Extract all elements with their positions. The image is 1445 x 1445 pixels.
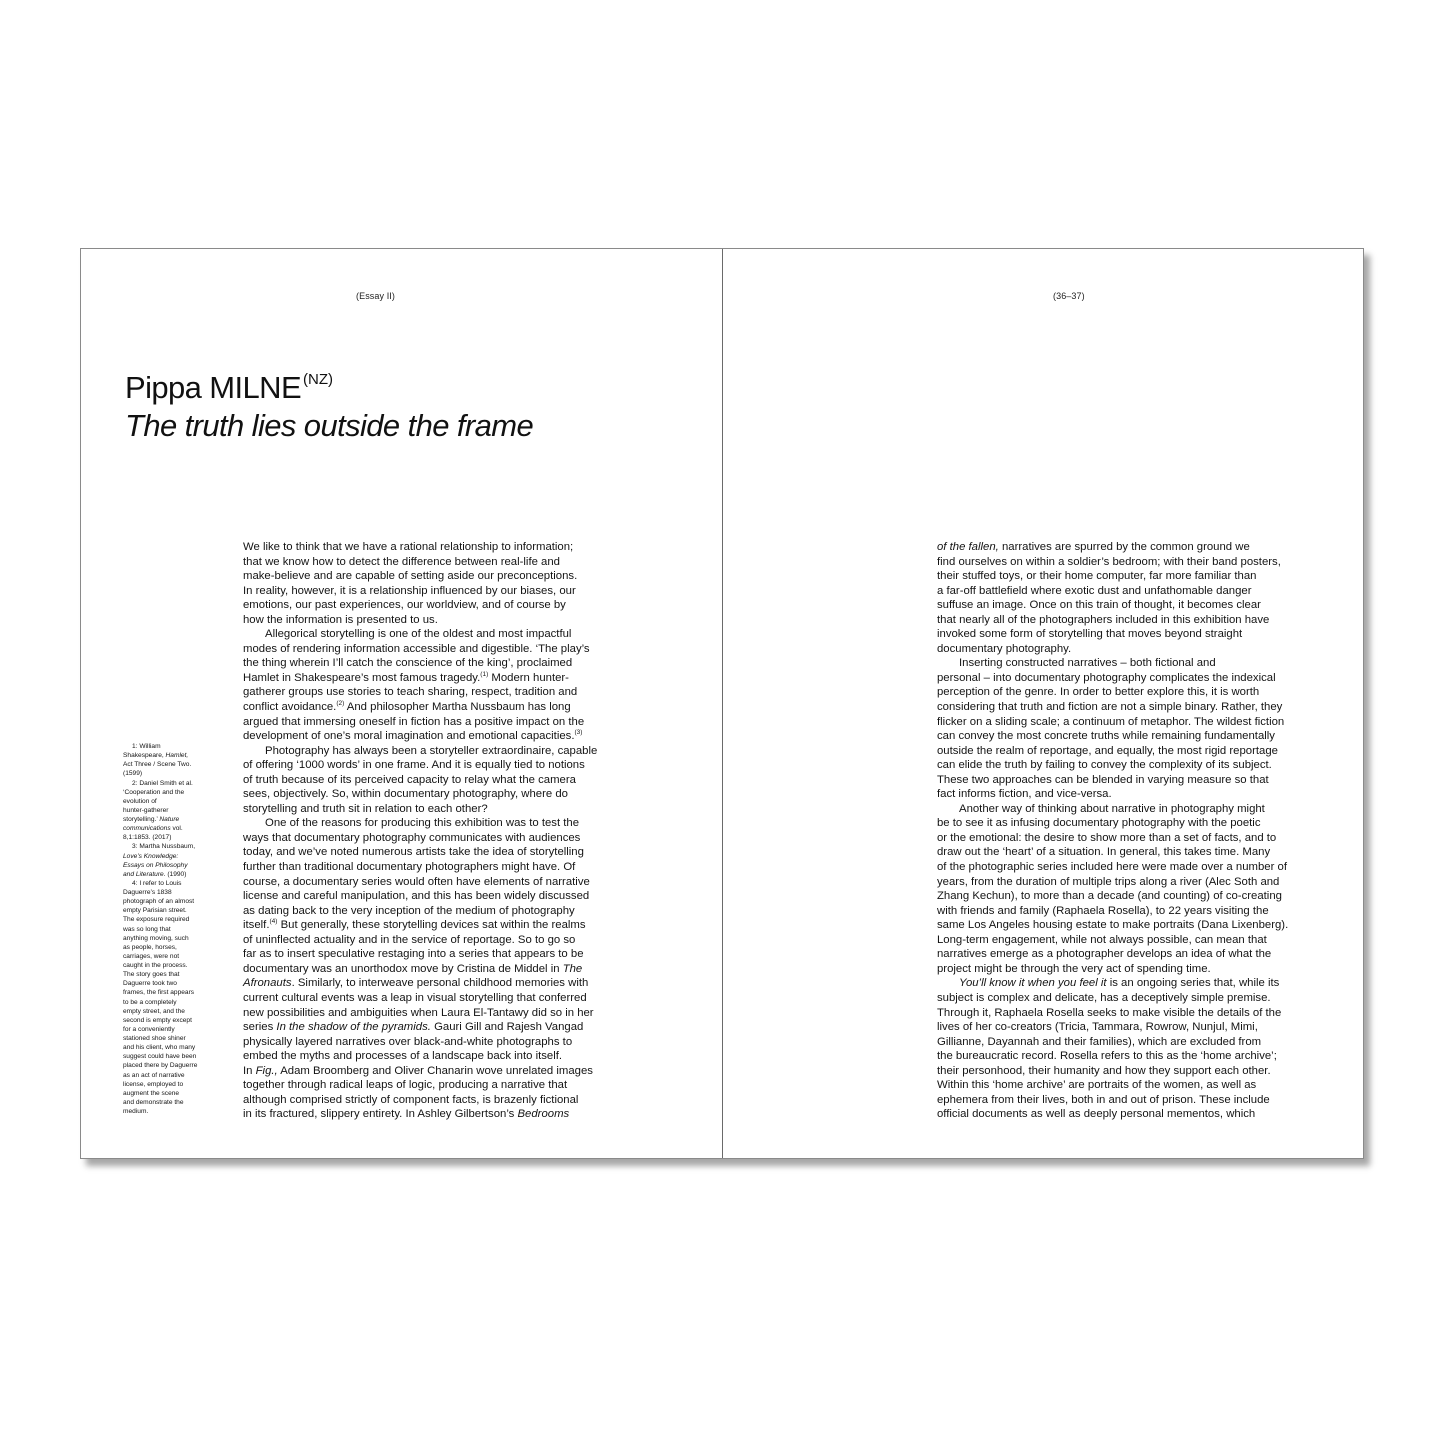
text-run: subject is complex and delicate, has a deceptively simple premise.: [937, 991, 1271, 1004]
text-run: with friends and family (Raphaela Rosella), to 22 years visiting the: [937, 904, 1269, 917]
text-run: Fig.,: [255, 1064, 278, 1077]
text-run: although comprised strictly of component facts, is brazenly fictional: [243, 1093, 579, 1106]
text-run: One of the reasons for producing this exhibition was to test the: [265, 817, 580, 830]
body-text-line: [243, 860, 638, 875]
text-run: narratives are spurred by the common ground we: [998, 541, 1250, 553]
text-run: or the emotional: the desire to show more than a set of facts, and to: [937, 831, 1277, 844]
text-run: The story goes that: [123, 971, 180, 979]
footnote-line: [123, 897, 215, 906]
text-run: the bureaucratic record. Rosella refers to this as the ‘home archive’;: [937, 1050, 1277, 1063]
text-run: as an act of narrative: [123, 1071, 185, 1079]
body-text-line: [937, 875, 1332, 890]
text-run: and his client, who many: [123, 1044, 196, 1052]
body-text-line: [243, 875, 638, 890]
body-text-line: [243, 758, 638, 773]
body-text-line: [243, 584, 638, 599]
text-run: documentary photography.: [937, 642, 1072, 655]
text-run: Daguerre’s 1838: [123, 889, 172, 896]
text-run: emotions, our past experiences, our worldview, and of course by: [243, 599, 566, 612]
footnote-ref: (3): [574, 729, 583, 737]
footnote-line: [123, 979, 215, 988]
footnote-line: [123, 788, 215, 797]
text-run: . Similarly, to interweave personal childhood memories with: [291, 977, 589, 990]
body-text-line: [937, 947, 1332, 962]
footnote-line: [123, 797, 215, 806]
text-run: We like to think that we have a rational relationship to information;: [243, 541, 574, 553]
essay-title-block: [125, 361, 685, 445]
footnote-line: [123, 815, 215, 824]
body-text-line: [937, 1035, 1332, 1050]
text-run: medium.: [123, 1108, 149, 1115]
text-run: Zhang Kechun), to more than a decade (and counting) of co-creating: [937, 890, 1282, 903]
text-run: Another way of thinking about narrative in photography might: [959, 802, 1265, 815]
footnote-line: [123, 769, 215, 778]
running-head-right: (36–37): [1053, 291, 1085, 301]
body-column-left: [243, 540, 638, 1122]
text-run: photograph of an almost: [123, 898, 195, 906]
text-run: 3: Martha Nussbaum,: [132, 843, 196, 851]
text-run: as people, horses,: [123, 943, 177, 951]
essay-title: The truth lies outside the frame: [125, 408, 534, 443]
body-text-line: [243, 700, 638, 715]
text-run: storytelling and truth sit in relation to each other?: [243, 802, 488, 815]
body-text-line: [937, 1107, 1332, 1122]
body-text-line: [937, 729, 1332, 744]
text-run: ‘Cooperation and the: [123, 788, 185, 796]
text-run: Within this ‘home archive’ are portraits of the women, as well as: [937, 1079, 1257, 1092]
body-text-line: [937, 845, 1332, 860]
body-text-line: [937, 787, 1332, 802]
footnote-line: [123, 1016, 215, 1025]
body-text-line: [937, 802, 1332, 817]
text-run: Hamlet in Shakespeare’s most famous tragedy.: [243, 671, 481, 684]
text-run: sees, objectively. So, within documentary photography, where do: [243, 788, 568, 801]
text-run: find ourselves on within a soldier’s bedroom; with their band posters,: [937, 555, 1281, 568]
text-run: embed the myths and processes of a landscape back into itself.: [243, 1050, 563, 1063]
text-run: considering that truth and fiction are not a simple binary. Rather, they: [937, 701, 1283, 714]
text-run: can elide the truth by failing to convey the complexity of its subject.: [937, 759, 1272, 772]
body-text-line: [243, 627, 638, 642]
text-run: together through radical leaps of logic, producing a narrative that: [243, 1079, 568, 1092]
text-run: augment the scene: [123, 1089, 180, 1097]
text-run: the thing wherein I’ll catch the conscience of the king’, proclaimed: [243, 657, 573, 670]
body-text-line: [937, 831, 1332, 846]
footnote-ref: (4): [269, 918, 278, 926]
body-text-line: [243, 1035, 638, 1050]
body-text-line: [243, 947, 638, 962]
body-text-line: [937, 627, 1332, 642]
text-run: And philosopher Martha Nussbaum has long: [344, 701, 571, 714]
footnote-line: [123, 824, 215, 833]
footnote-line: [123, 779, 215, 788]
text-run: suffuse an image. Once on this train of thought, it becomes clear: [937, 599, 1261, 612]
body-text-line: [243, 831, 638, 846]
text-run: anything moving, such: [123, 934, 189, 942]
footnote-line: [123, 934, 215, 943]
footnote-line: [123, 915, 215, 924]
body-text-line: [243, 904, 638, 919]
text-run: be to see it as infusing documentary photography with the poetic: [937, 817, 1261, 830]
body-text-line: [937, 933, 1332, 948]
body-text-line: [243, 816, 638, 831]
body-text-line: [937, 700, 1332, 715]
text-run: Nature: [159, 816, 180, 823]
footnote-ref: (2): [336, 700, 345, 708]
text-run: project might be through the very act of spending time.: [937, 962, 1211, 975]
text-run: perception of the genre. In order to better explore this, it is worth: [937, 686, 1260, 699]
body-text-line: [937, 1093, 1332, 1108]
body-text-line: [243, 918, 638, 933]
footnote-line: [123, 888, 215, 897]
body-text-line: [243, 991, 638, 1006]
body-text-line: [937, 1078, 1332, 1093]
text-run: course, a documentary series would often have elements of narrative: [243, 875, 590, 888]
body-text-line: [937, 715, 1332, 730]
footnote-line: [123, 879, 215, 888]
text-run: Gauri Gill and Rajesh Vangad: [430, 1021, 584, 1034]
body-text-line: [243, 1020, 638, 1035]
footnote-line: [123, 806, 215, 815]
footnote-line: [123, 925, 215, 934]
body-text-line: [243, 540, 638, 555]
body-text-line: [243, 845, 638, 860]
body-text-line: [937, 569, 1332, 584]
text-run: license, employed to: [123, 1080, 184, 1088]
footnote-line: [123, 1061, 215, 1070]
text-run: and demonstrate the: [123, 1098, 184, 1106]
text-run: as dating back to the very inception of the medium of photography: [243, 904, 575, 917]
body-text-line: [243, 598, 638, 613]
footnote-line: [123, 1025, 215, 1034]
text-run: suggest could have been: [123, 1053, 197, 1061]
text-run: second is empty except: [123, 1016, 192, 1024]
body-text-line: [243, 744, 638, 759]
text-run: Adam Broomberg and Oliver Chanarin wove unrelated images: [277, 1064, 593, 1077]
body-text-line: [937, 918, 1332, 933]
text-run: is an ongoing series that, while its: [1106, 977, 1280, 990]
body-text-line: [937, 744, 1332, 759]
body-text-line: [243, 656, 638, 671]
text-run: 4: I refer to Louis: [132, 879, 182, 887]
text-run: official documents as well as deeply personal mementos, which: [937, 1108, 1256, 1121]
text-run: same Los Angeles housing estate to make portraits (Dana Lixenberg).: [937, 919, 1289, 932]
text-run: These two approaches can be blended in varying measure so that: [937, 773, 1269, 786]
text-run: Hamlet,: [165, 752, 189, 760]
body-text-line: [937, 758, 1332, 773]
text-run: empty Parisian street.: [123, 907, 187, 915]
text-run: series: [243, 1021, 277, 1034]
text-run: Through it, Raphaela Rosella seeks to make visible the details of the: [937, 1006, 1282, 1019]
text-run: empty street, and the: [123, 1007, 185, 1015]
footnote-line: [123, 1034, 215, 1043]
text-run: lives of her co-creators (Tricia, Tammara, Rowrow, Nunjul, Mimi,: [937, 1021, 1258, 1034]
author-country: (NZ): [303, 371, 334, 388]
body-text-line: [243, 671, 638, 686]
text-run: of truth because of its perceived capacity to relay what the camera: [243, 773, 576, 786]
footnote-ref: (1): [480, 670, 489, 678]
text-run: flicker on a sliding scale; a continuum of metaphor. The wildest fiction: [937, 715, 1285, 728]
text-run: current cultural events was a leap in visual storytelling that conferred: [243, 991, 587, 1004]
footnote-line: [123, 1098, 215, 1107]
footnote-line: [123, 943, 215, 952]
body-text-line: [243, 787, 638, 802]
text-run: communications: [123, 825, 171, 833]
running-head-left: (Essay II): [356, 291, 396, 301]
body-text-line: [937, 656, 1332, 671]
footnote-line: [123, 961, 215, 970]
body-text-line: [243, 962, 638, 977]
text-run: today, and we’ve noted numerous artists take the idea of storytelling: [243, 846, 584, 859]
text-run: In the shadow of the pyramids.: [276, 1021, 431, 1034]
body-text-line: [937, 1064, 1332, 1079]
body-text-line: [937, 889, 1332, 904]
text-run: far as to insert speculative restaging into a series that appears to be: [243, 948, 584, 961]
body-text-line: [243, 569, 638, 584]
text-run: Bedrooms: [517, 1108, 570, 1121]
text-run: Daguerre took two: [123, 980, 177, 988]
text-run: itself.: [243, 919, 270, 932]
text-run: for a conveniently: [123, 1025, 175, 1033]
text-run: that nearly all of the photographers included in this exhibition have: [937, 613, 1270, 626]
text-run: The: [562, 962, 583, 975]
text-run: conflict avoidance.: [243, 701, 337, 714]
body-text-line: [243, 802, 638, 817]
body-text-line: [937, 540, 1332, 555]
book-spread: [80, 248, 1364, 1159]
text-run: Essays on Philosophy: [123, 861, 188, 869]
footnote-line: [123, 1080, 215, 1089]
body-text-line: [937, 816, 1332, 831]
text-run: Photography has always been a storyteller extraordinaire, capable: [265, 744, 598, 757]
text-run: can convey the most concrete truths while remaining fundamentally: [937, 730, 1275, 743]
footnote-line: [123, 760, 215, 769]
text-run: The exposure required: [123, 916, 190, 924]
footnote-line: [123, 742, 215, 751]
author-heading: [125, 361, 685, 407]
body-text-line: [243, 976, 638, 991]
body-text-line: [243, 773, 638, 788]
text-run: invoked some form of storytelling that moves beyond straight: [937, 628, 1243, 641]
text-run: Gillianne, Dayannah and their families), which are excluded from: [937, 1035, 1262, 1048]
text-run: hunter-gatherer: [123, 806, 169, 814]
text-run: storytelling.’: [123, 816, 160, 823]
text-run: was so long that: [123, 925, 171, 933]
body-text-line: [243, 613, 638, 628]
body-column-right: [937, 540, 1332, 1122]
body-text-line: [937, 962, 1332, 977]
text-run: Allegorical storytelling is one of the oldest and most impactful: [265, 628, 572, 641]
body-text-line: [937, 904, 1332, 919]
text-run: personal – into documentary photography complicates the indexical: [937, 671, 1276, 684]
text-run: their personhood, their humanity and how they support each other.: [937, 1064, 1271, 1077]
text-run: narratives emerge as a photographer develops an idea of what the: [937, 948, 1272, 961]
text-run: ephemera from their lives, both in and out of prison. These include: [937, 1093, 1270, 1106]
text-run: (1990): [165, 870, 187, 878]
body-text-line: [937, 991, 1332, 1006]
footnotes: [123, 742, 215, 1116]
text-run: license and careful manipulation, and this has been widely discussed: [243, 890, 590, 903]
body-text-line: [937, 613, 1332, 628]
body-text-line: [243, 1049, 638, 1064]
text-run: Love’s Knowledge:: [123, 852, 179, 860]
footnote-line: [123, 1043, 215, 1052]
footnote-line: [123, 1071, 215, 1080]
body-text-line: [937, 773, 1332, 788]
body-text-line: [243, 1064, 638, 1079]
footnote-line: [123, 998, 215, 1007]
body-text-line: [243, 1078, 638, 1093]
body-text-line: [937, 860, 1332, 875]
text-run: Inserting constructed narratives – both fictional and: [959, 657, 1216, 670]
text-run: draw out the ‘heart’ of a situation. In general, this takes time. Many: [937, 846, 1271, 859]
text-run: placed there by Daguerre: [123, 1062, 198, 1070]
footnote-line: [123, 842, 215, 851]
text-run: modes of rendering information accessible and digestible. ‘The play’s: [243, 642, 590, 655]
text-run: frames, the first appears: [123, 989, 195, 997]
text-run: Shakespeare,: [123, 752, 166, 760]
body-text-line: [243, 1093, 638, 1108]
text-run: to be a completely: [123, 998, 177, 1006]
text-run: documentary was an unorthodox move by Cristina de Middel in: [243, 962, 563, 975]
body-text-line: [243, 715, 638, 730]
author-name: Pippa MILNE: [125, 370, 302, 405]
body-text-line: [937, 598, 1332, 613]
text-run: carriages, were not: [123, 952, 180, 960]
text-run: Afronauts: [243, 977, 292, 990]
body-text-line: [937, 1049, 1332, 1064]
text-run: You’ll know it when you feel it: [959, 977, 1107, 990]
body-text-line: [243, 933, 638, 948]
text-run: 2: Daniel Smith et al.: [132, 779, 193, 787]
footnote-line: [123, 751, 215, 760]
body-text-line: [243, 685, 638, 700]
text-run: In: [243, 1064, 256, 1077]
text-run: fact informs fiction, and vice-versa.: [937, 788, 1112, 801]
text-run: how the information is presented to us.: [243, 613, 438, 626]
text-run: development of one’s moral imagination and emotional capacities.: [243, 730, 575, 743]
body-text-line: [937, 642, 1332, 657]
footnote-line: [123, 970, 215, 979]
footnote-line: [123, 861, 215, 870]
text-run: of the photographic series included here were made over a number of: [937, 861, 1287, 874]
body-text-line: [937, 671, 1332, 686]
body-text-line: [243, 555, 638, 570]
text-run: caught in the process.: [123, 962, 188, 969]
text-run: of the fallen,: [937, 541, 999, 553]
body-text-line: [243, 1107, 638, 1122]
text-run: 8,1:1853. (2017): [123, 834, 172, 842]
text-run: gatherer groups use stories to teach sharing, respect, tradition and: [243, 686, 578, 699]
body-text-line: [243, 889, 638, 904]
text-run: Modern hunter-: [488, 671, 569, 684]
text-run: vol.: [170, 825, 183, 833]
text-run: Long-term engagement, while not always possible, can mean that: [937, 933, 1267, 946]
body-text-line: [937, 685, 1332, 700]
body-text-line: [937, 976, 1332, 991]
body-text-line: [243, 642, 638, 657]
footnote-line: [123, 1052, 215, 1061]
text-run: ways that documentary photography communicates with audiences: [243, 831, 581, 844]
footnote-line: [123, 988, 215, 997]
text-run: and Literature.: [123, 870, 166, 878]
text-run: further than traditional documentary photographers might have. Of: [243, 861, 576, 874]
text-run: evolution of: [123, 797, 157, 805]
text-run: (1599): [123, 770, 143, 778]
footnote-line: [123, 870, 215, 879]
footnote-line: [123, 833, 215, 842]
body-text-line: [937, 584, 1332, 599]
text-run: new possibilities and ambiguities when Laura El-Tantawy did so in her: [243, 1006, 594, 1019]
footnote-line: [123, 1089, 215, 1098]
text-run: argued that immersing oneself in fiction has a positive impact on the: [243, 715, 585, 728]
page-gutter: [722, 249, 723, 1158]
footnote-line: [123, 1107, 215, 1116]
text-run: But generally, these storytelling devices sat within the realms: [277, 919, 586, 932]
text-run: make-believe and are capable of setting aside our preconceptions.: [243, 570, 578, 583]
footnote-line: [123, 1007, 215, 1016]
body-text-line: [243, 1006, 638, 1021]
text-run: In reality, however, it is a relationship influenced by our biases, our: [243, 584, 576, 597]
text-run: of offering ‘1000 words’ in one frame. And it is equally tied to notions: [243, 759, 585, 772]
body-text-line: [243, 729, 638, 744]
text-run: of uninflected actuality and in the service of reportage. So to go so: [243, 933, 576, 946]
footnote-line: [123, 952, 215, 961]
text-run: their stuffed toys, or their home computer, far more familiar than: [937, 570, 1257, 583]
body-text-line: [937, 555, 1332, 570]
footnote-line: [123, 852, 215, 861]
body-text-line: [937, 1020, 1332, 1035]
text-run: stationed shoe shiner: [123, 1035, 186, 1042]
footnote-line: [123, 906, 215, 915]
text-run: Act Three / Scene Two.: [123, 761, 192, 769]
text-run: in its fractured, slippery entirety. In Ashley Gilbertson’s: [243, 1108, 518, 1121]
text-run: physically layered narratives over black-and-white photographs to: [243, 1035, 573, 1048]
text-run: 1: William: [132, 743, 161, 750]
text-run: years, from the duration of multiple trips along a river (Alec Soth and: [937, 875, 1280, 888]
body-text-line: [937, 1006, 1332, 1021]
text-run: a far-off battlefield where exotic dust and unfathomable danger: [937, 584, 1252, 597]
text-run: that we know how to detect the difference between real-life and: [243, 555, 560, 568]
text-run: outside the realm of reportage, and equally, the most rigid reportage: [937, 744, 1278, 757]
